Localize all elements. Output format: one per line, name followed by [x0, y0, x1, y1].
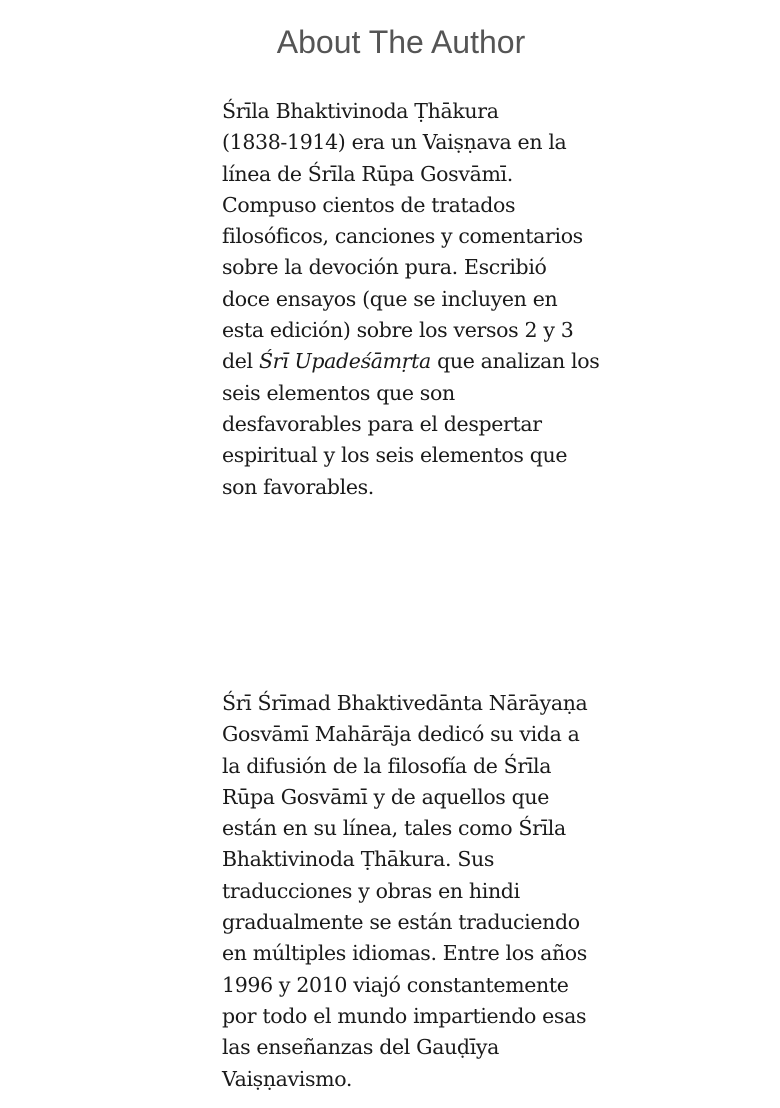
paragraph-line: doce ensayos (que se incluyen en — [222, 286, 558, 311]
paragraph-line: traducciones y obras en hindi — [222, 878, 520, 903]
line-text: del — [222, 349, 259, 374]
paragraph-line: están en su línea, tales como Śrīla — [222, 816, 566, 841]
paragraph-line: desfavorables para el despertar — [222, 411, 542, 436]
paragraph-line: por todo el mundo impartiendo esas — [222, 1003, 587, 1028]
paragraph-line: esta edición) sobre los versos 2 y 3 — [222, 318, 574, 343]
line-text: que analizan los — [430, 349, 600, 374]
paragraph-line: (1838-1914) era un Vaiṣṇava en la — [222, 130, 567, 155]
paragraph-line: Śrīla Bhaktivinoda Ṭhākura — [222, 99, 499, 123]
paragraph-line: la difusión de la filosofía de Śrīla — [222, 753, 552, 778]
paragraph-line: Rūpa Gosvāmī y de aquellos que — [222, 784, 550, 809]
book-title: Śrī Upadeśāmṛta — [258, 349, 431, 374]
paragraph-line: Bhaktivinoda Ṭhākura. Sus — [222, 847, 495, 872]
paragraph-line: Gosvāmī Mahārāja dedicó su vida a — [222, 722, 580, 747]
paragraph-line: Vaiṣṇavismo. — [222, 1066, 353, 1091]
author-paragraph-narayana-maharaja — [222, 688, 602, 1095]
paragraph-line: Compuso cientos de tratados — [222, 192, 516, 217]
paragraph-line: son favorables. — [222, 474, 374, 499]
paragraph-line: las enseñanzas del Gauḍīya — [222, 1035, 499, 1060]
paragraph-line: en múltiples idiomas. Entre los años — [222, 941, 587, 966]
author-paragraph-bhaktivinoda — [222, 96, 602, 503]
paragraph-line: 1996 y 2010 viajó constantemente — [222, 972, 569, 997]
paragraph-line: línea de Śrīla Rūpa Gosvāmī. — [222, 161, 513, 186]
paragraph-line: espiritual y los seis elementos que — [222, 443, 568, 468]
paragraph-line-with-book-title — [222, 346, 602, 377]
page-title: About The Author — [276, 24, 526, 60]
paragraph-line: Śrī Śrīmad Bhaktivedānta Nārāyaṇa — [222, 691, 588, 715]
paragraph-line: sobre la devoción pura. Escribió — [222, 255, 547, 280]
paragraph-line: seis elementos que son — [222, 380, 455, 405]
paragraph-line: gradualmente se están traduciendo — [222, 910, 580, 935]
paragraph-line: filosóficos, canciones y comentarios — [222, 224, 583, 249]
